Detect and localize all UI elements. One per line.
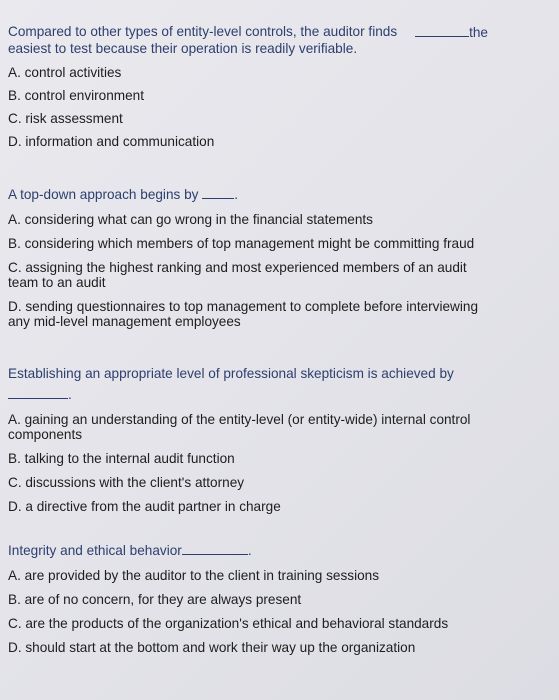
- question-1-option-d[interactable]: D. information and communication: [8, 134, 215, 149]
- question-4: [8, 542, 553, 655]
- question-3-option-a[interactable]: [8, 412, 553, 442]
- question-1-stem-end: the: [469, 25, 488, 40]
- question-2-option-c-line2: team to an audit: [8, 275, 106, 290]
- question-1-stem-text: Compared to other types of entity-level controls, the auditor finds: [8, 24, 398, 39]
- answer-blank: [182, 542, 248, 555]
- question-3-stem-text: Establishing an appropriate level of professional skepticism is achieved by: [8, 366, 454, 381]
- question-2-stem: [8, 186, 553, 203]
- question-4-stem: [8, 542, 553, 559]
- question-1-option-c[interactable]: C. risk assessment: [8, 111, 123, 126]
- question-2-stem-text: A top-down approach begins by: [8, 187, 199, 202]
- question-2-option-b[interactable]: B. considering which members of top management might be committing fraud: [8, 236, 475, 251]
- question-3-option-b[interactable]: B. talking to the internal audit function: [8, 451, 235, 466]
- question-4-option-c[interactable]: C. are the products of the organization's ethical and behavioral standards: [8, 616, 449, 631]
- question-3-stem-end: .: [68, 387, 72, 402]
- question-2-option-c[interactable]: [8, 260, 553, 290]
- question-3: [8, 366, 553, 514]
- question-1: [8, 24, 553, 149]
- answer-blank: [415, 24, 469, 37]
- question-3-option-a-line2: components: [8, 427, 83, 442]
- question-1-stem-line2: easiest to test because their operation is readily verifiable.: [8, 41, 358, 56]
- question-2: [8, 186, 553, 329]
- question-3-option-d[interactable]: D. a directive from the audit partner in charge: [8, 499, 281, 514]
- answer-blank: [202, 186, 234, 199]
- question-3-option-c[interactable]: C. discussions with the client's attorney: [8, 475, 245, 490]
- answer-blank: [8, 386, 68, 399]
- question-1-option-b[interactable]: B. control environment: [8, 88, 145, 103]
- question-4-option-b[interactable]: B. are of no concern, for they are always present: [8, 592, 302, 607]
- question-2-option-a[interactable]: A. considering what can go wrong in the financial statements: [8, 212, 373, 227]
- question-4-stem-end: .: [247, 543, 252, 558]
- question-4-option-a[interactable]: A. are provided by the auditor to the client in training sessions: [8, 568, 380, 583]
- question-1-stem: [8, 24, 553, 57]
- question-2-option-d-line1: D. sending questionnaires to top management to complete before interviewing: [8, 299, 479, 314]
- question-2-option-c-line1: C. assigning the highest ranking and most experienced members of an audit: [8, 260, 467, 275]
- question-2-stem-end: .: [234, 187, 239, 202]
- question-1-option-a[interactable]: A. control activities: [8, 65, 122, 80]
- question-2-option-d-line2: any mid-level management employees: [8, 314, 241, 329]
- question-3-option-a-line1: A. gaining an understanding of the entity-level (or entity-wide) internal control: [8, 412, 471, 427]
- question-3-stem: [8, 366, 553, 403]
- question-4-stem-text: Integrity and ethical behavior: [8, 543, 182, 558]
- question-2-option-d[interactable]: [8, 299, 553, 329]
- question-4-option-d[interactable]: D. should start at the bottom and work their way up the organization: [8, 640, 416, 655]
